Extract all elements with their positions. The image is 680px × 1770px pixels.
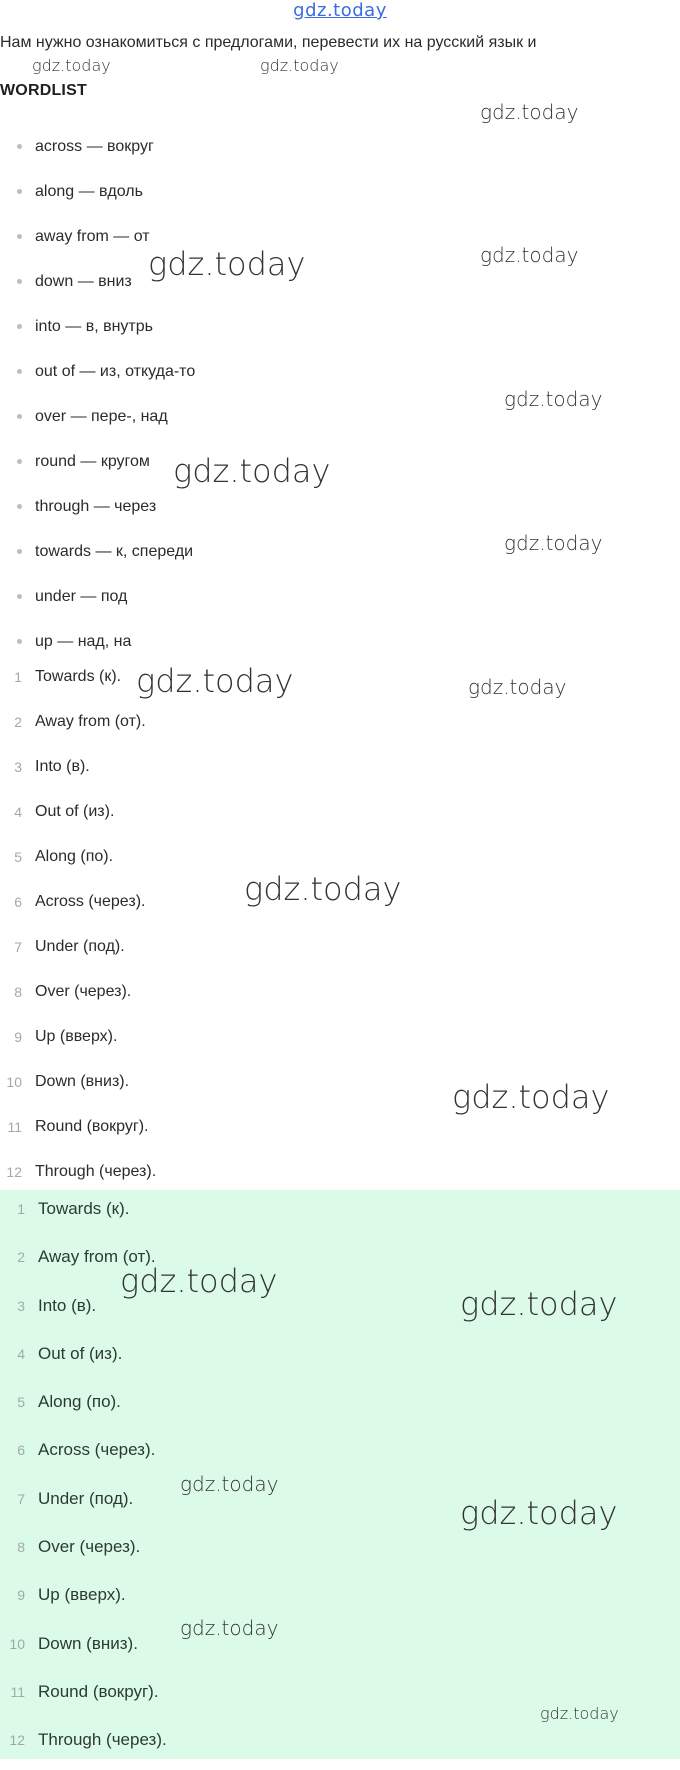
list-item: towards — к, спереди: [0, 529, 680, 574]
list-item: 5 Along (по).: [14, 848, 114, 865]
list-item: 3 Into (в).: [17, 1295, 97, 1315]
list-item: 11 Round (вокруг).: [7, 1118, 149, 1135]
list-item: 12 Through (через).: [6, 1163, 157, 1180]
watermark: gdz.today: [504, 387, 603, 411]
bullet-icon: [17, 504, 22, 509]
list-item: 5 Along (по).: [17, 1392, 121, 1412]
list-item: round — кругом: [0, 439, 680, 484]
intro-text: Нам нужно ознакомиться с предлогами, перевести их на русский язык и: [0, 34, 537, 51]
watermark: gdz.today: [540, 1704, 619, 1723]
list-item: 2 Away from (от).: [14, 713, 146, 730]
bullet-icon: [17, 234, 22, 239]
list-item: 7 Under (под).: [17, 1488, 134, 1508]
list-item: 9 Up (вверх).: [17, 1585, 126, 1605]
bullet-icon: [17, 639, 22, 644]
watermark: gdz.today: [244, 870, 402, 908]
list-item: through — через: [0, 484, 680, 529]
watermark: gdz.today: [480, 243, 579, 267]
list-item: up — над, на: [0, 619, 680, 664]
list-item: 6 Across (через).: [17, 1440, 156, 1460]
watermark: gdz.today: [504, 531, 603, 555]
exercise-list: [0, 660, 680, 1200]
list-item: 8 Over (через).: [17, 1537, 141, 1557]
list-item: across — вокруг: [0, 124, 680, 169]
bullet-icon: [17, 144, 22, 149]
list-item: down — вниз: [0, 259, 680, 304]
bullet-icon: [17, 279, 22, 284]
watermark: gdz.today: [120, 1262, 278, 1300]
list-item: along — вдоль: [0, 169, 680, 214]
list-item: 11 Round (вокруг).: [10, 1681, 159, 1701]
list-item: under — под: [0, 574, 680, 619]
watermark: gdz.today: [260, 56, 339, 75]
list-item: 4 Out of (из).: [14, 803, 115, 820]
site-logo-link[interactable]: gdz.today: [293, 0, 387, 21]
watermark: gdz.today: [180, 1472, 279, 1496]
list-item: 7 Under (под).: [14, 938, 125, 955]
watermark: gdz.today: [460, 1494, 618, 1532]
list-item: 8 Over (через).: [14, 983, 132, 1000]
bullet-icon: [17, 594, 22, 599]
watermark: gdz.today: [480, 100, 579, 124]
watermark: gdz.today: [173, 452, 331, 490]
list-item: 1 Towards (к).: [17, 1199, 130, 1218]
watermark: gdz.today: [460, 1285, 618, 1323]
list-item: 10 Down (вниз).: [9, 1633, 138, 1653]
list-item: 1 Towards (к).: [14, 668, 122, 685]
bullet-icon: [17, 414, 22, 419]
list-item: into — в, внутрь: [0, 304, 680, 349]
list-item: 10 Down (вниз).: [6, 1073, 130, 1090]
watermark: gdz.today: [452, 1078, 610, 1116]
list-item: 3 Into (в).: [14, 758, 90, 775]
bullet-icon: [17, 459, 22, 464]
bullet-icon: [17, 369, 22, 374]
list-item: away from — от: [0, 214, 680, 259]
watermark: gdz.today: [136, 662, 294, 700]
watermark: gdz.today: [148, 245, 306, 283]
list-item: over — пере-, над: [0, 394, 680, 439]
wordlist-heading: WORDLIST: [0, 82, 87, 99]
bullet-icon: [17, 549, 22, 554]
answer-list: [0, 1190, 680, 1770]
list-item: 12 Through (через).: [9, 1730, 167, 1750]
list-item: 6 Across (через).: [14, 893, 146, 910]
watermark: gdz.today: [468, 675, 567, 699]
list-item: 2 Away from (от).: [17, 1247, 156, 1267]
list-item: 9 Up (вверх).: [14, 1028, 118, 1045]
list-item: out of — из, откуда-то: [0, 349, 680, 394]
bullet-icon: [17, 324, 22, 329]
list-item: 4 Out of (из).: [17, 1343, 123, 1363]
watermark: gdz.today: [32, 56, 111, 75]
bullet-icon: [17, 189, 22, 194]
watermark: gdz.today: [180, 1616, 279, 1640]
